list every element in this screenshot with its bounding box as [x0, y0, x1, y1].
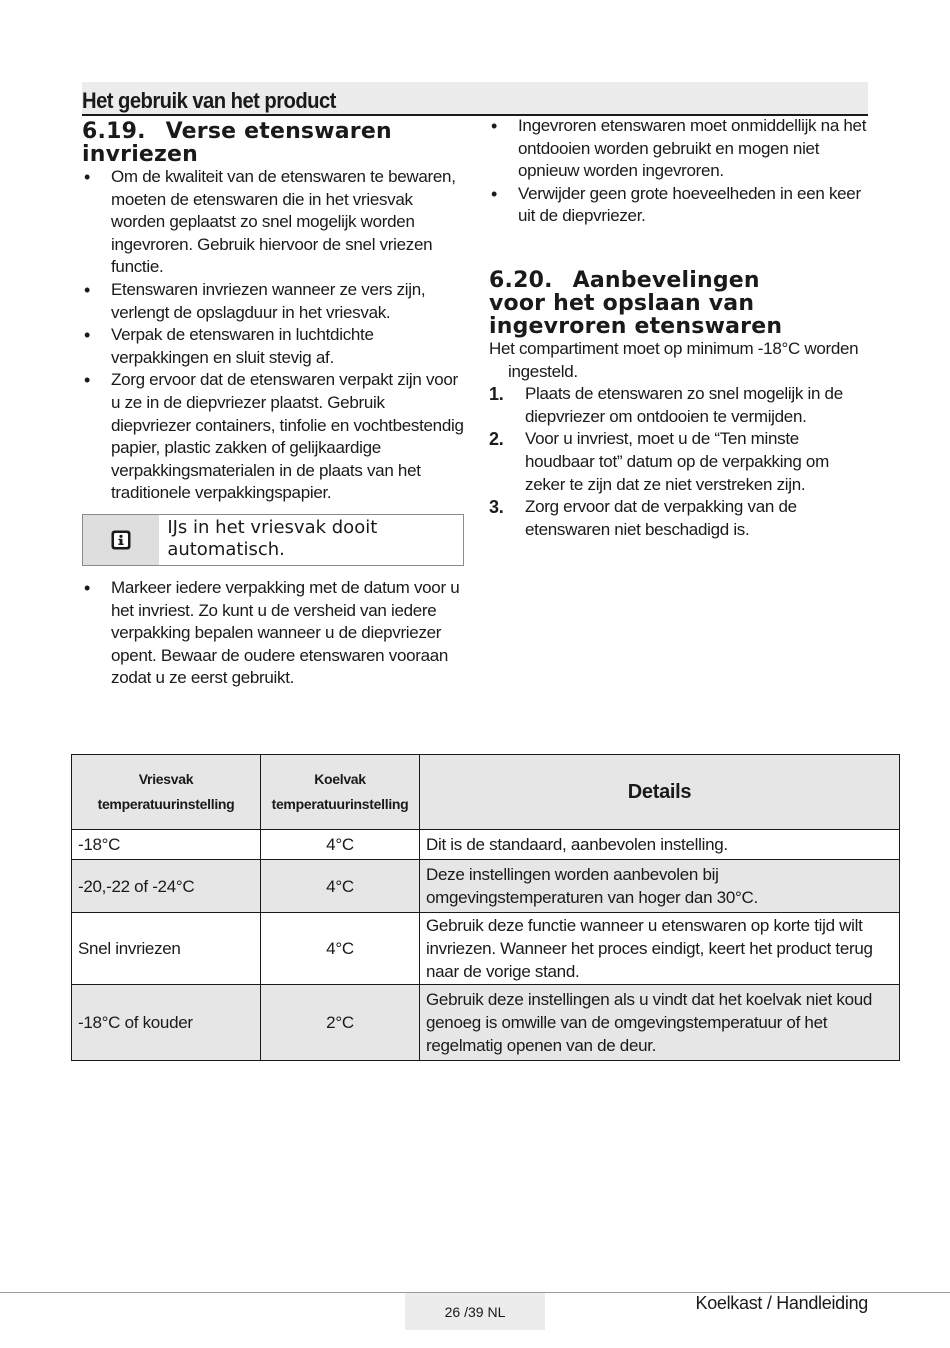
- step-number: 1.: [489, 384, 504, 405]
- bullet-list: [82, 577, 464, 690]
- list-item: [489, 428, 869, 496]
- section-title: Verse etenswaren invriezen: [82, 119, 392, 167]
- cell-details: Gebruik deze functie wanneer u etenswaren op korte tijd wilt invriezen. Wanneer het proces eindigt, keert het product terug naar de vorige stand.: [420, 913, 900, 985]
- table-row: [72, 985, 900, 1061]
- step-text: Voor u invriest, moet u de “Ten minste houdbaar tot” datum op de verpakking om zeker te zijn dat ze niet verstreken zijn.: [525, 429, 829, 494]
- cell-details: Gebruik deze instellingen als u vindt dat het koelvak niet koud genoeg is omwille van de omgevingstemperatuur of het regelmatig openen van de deur.: [420, 985, 900, 1061]
- header-bar: [82, 82, 868, 116]
- cell-koelvak: 4°C: [261, 830, 420, 860]
- info-note: [82, 514, 464, 566]
- cell-vriesvak: -18°C of kouder: [72, 985, 261, 1061]
- footer-title: Koelkast / Handleiding: [695, 1293, 868, 1313]
- table-row: [72, 860, 900, 913]
- step-text: Zorg ervoor dat de verpakking van de etenswaren niet beschadigd is.: [525, 497, 797, 539]
- cell-vriesvak: Snel invriezen: [72, 913, 261, 985]
- page-number: 26 /39 NL: [405, 1293, 545, 1330]
- intro-text: Het compartiment moet op minimum -18°C worden: [489, 338, 859, 358]
- list-item: [489, 496, 869, 541]
- column-header-koelvak: [261, 755, 420, 830]
- bullet-list: [82, 166, 464, 505]
- cell-koelvak: 4°C: [261, 913, 420, 985]
- list-item: [489, 383, 869, 428]
- column-header-vriesvak: [72, 755, 261, 830]
- section-number: 6.19.: [82, 119, 146, 144]
- section-title-line: ingevroren etenswaren: [489, 313, 783, 339]
- step-text: Plaats de etenswaren zo snel mogelijk in de diepvriezer om ontdooien te vermijden.: [525, 384, 843, 426]
- page-header-title: Het gebruik van het product: [82, 88, 336, 113]
- right-column: [489, 115, 869, 541]
- table-header-row: [72, 755, 900, 830]
- section-number: 6.20.: [489, 267, 553, 293]
- section-title-line: Aanbevelingen: [572, 267, 760, 293]
- section-title-line: voor het opslaan van: [489, 290, 755, 316]
- step-number: 3.: [489, 497, 504, 518]
- header-line: temperatuurinstelling: [271, 796, 409, 812]
- section-6-19-heading: [82, 120, 464, 166]
- header-line: Vriesvak: [138, 771, 194, 787]
- numbered-list: [489, 383, 869, 541]
- left-column: [82, 120, 464, 690]
- header-line: temperatuurinstelling: [97, 796, 235, 812]
- cell-koelvak: 4°C: [261, 860, 420, 913]
- list-item: • Verpak de etenswaren in luchtdichte verpakkingen en sluit stevig af.: [82, 324, 464, 369]
- table-row: [72, 913, 900, 985]
- column-header-details: Details: [420, 755, 900, 830]
- note-icon-cell: [83, 515, 159, 565]
- list-item: • Verwijder geen grote hoeveelheden in een keer uit de diepvriezer.: [489, 183, 869, 228]
- cell-vriesvak: -20,-22 of -24°C: [72, 860, 261, 913]
- list-item: • Zorg ervoor dat de etenswaren verpakt zijn voor u ze in de diepvriezer plaatst. Gebruik diepvriezer containers, tinfolie en vochtbestendig papier, plastic zakken of gelijkaardige verpakkingsmaterialen in de plaats van het traditionele verpakkingspapier.: [82, 369, 464, 505]
- cell-koelvak: 2°C: [261, 985, 420, 1061]
- header-line: Koelvak: [314, 771, 366, 787]
- intro-text-continued: ingesteld.: [508, 361, 578, 381]
- note-text: IJs in het vriesvak dooit automatisch.: [167, 516, 378, 560]
- bullet-list: [489, 115, 869, 228]
- step-number: 2.: [489, 429, 504, 450]
- cell-details: Deze instellingen worden aanbevolen bij omgevingstemperaturen van hoger dan 30°C.: [420, 860, 900, 913]
- cell-vriesvak: -18°C: [72, 830, 261, 860]
- info-icon: [110, 529, 132, 551]
- temperature-settings-table: [71, 754, 900, 1061]
- list-item: • Om de kwaliteit van de etenswaren te bewaren, moeten de etenswaren die in het vriesvak worden geplaatst zo snel mogelijk worden ingevroren. Gebruik hiervoor de snel vriezen functie.: [82, 166, 464, 279]
- list-item: • Ingevroren etenswaren moet onmiddellijk na het ontdooien worden gebruikt en mogen niet opnieuw worden ingevroren.: [489, 115, 869, 183]
- list-item: • Etenswaren invriezen wanneer ze vers zijn, verlengt de opslagduur in het vriesvak.: [82, 279, 464, 324]
- section-6-20-heading: [489, 269, 869, 338]
- cell-details: Dit is de standaard, aanbevolen instelling.: [420, 830, 900, 860]
- table-row: [72, 830, 900, 860]
- list-item: • Markeer iedere verpakking met de datum voor u het invriest. Zo kunt u de versheid van iedere verpakking bepalen wanneer u de diepvriezer opent. Bewaar de oudere etenswaren vooraan zodat u ze eerst gebruikt.: [82, 577, 464, 690]
